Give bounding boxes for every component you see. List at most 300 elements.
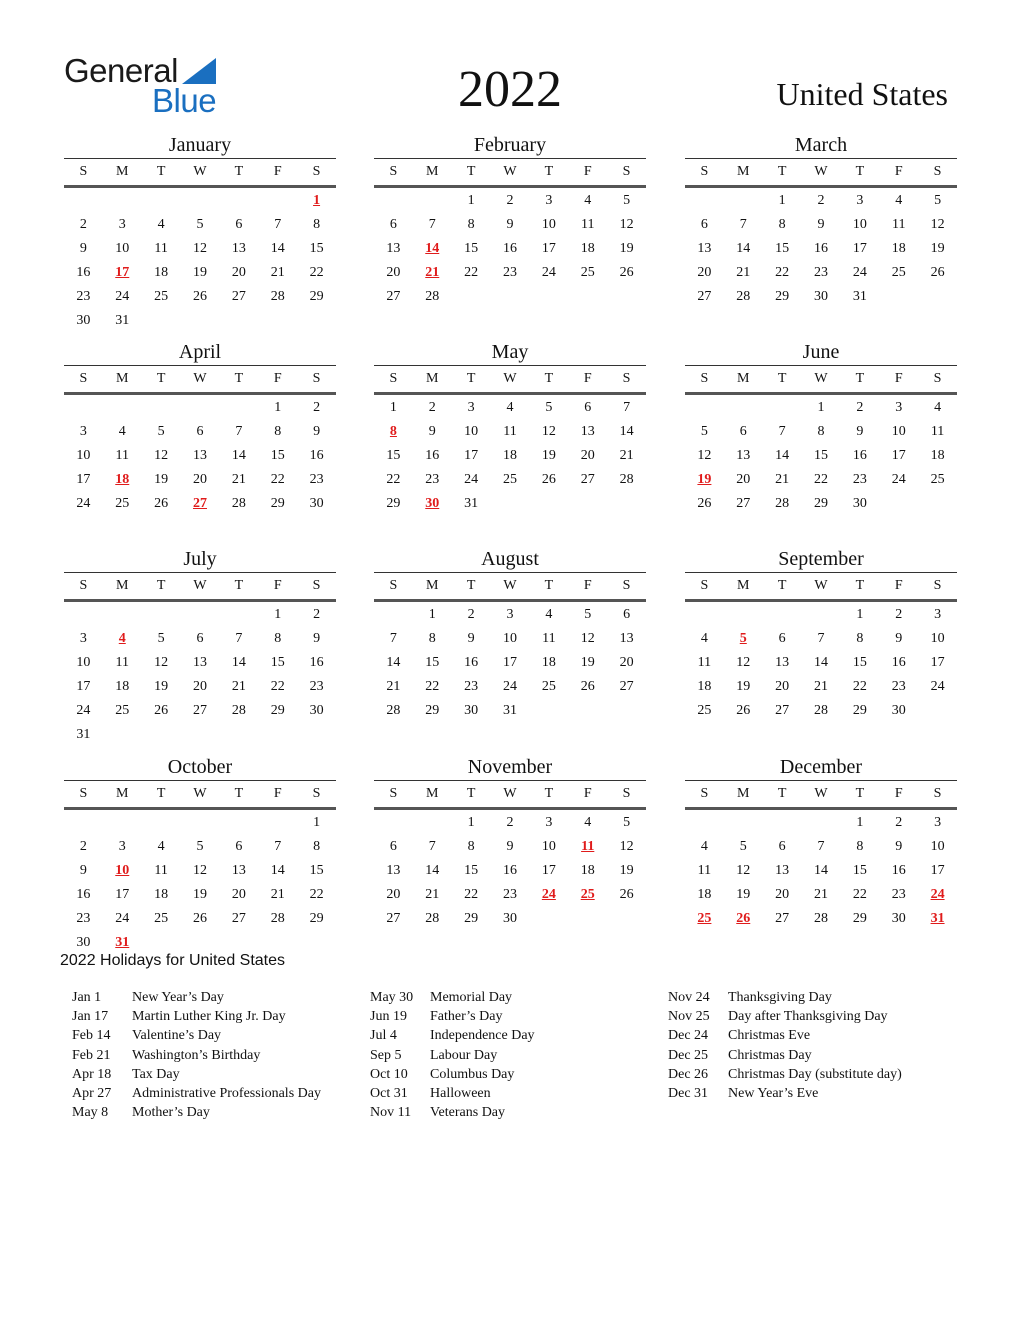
- day-cell: 2: [467, 607, 475, 622]
- weekday-label: T: [466, 578, 476, 593]
- day-cell: 23: [852, 472, 867, 487]
- day-cell: 16: [76, 887, 91, 902]
- day-cell: 18: [697, 679, 712, 694]
- month-november: [374, 754, 646, 931]
- day-cell: 8: [313, 839, 321, 854]
- day-cell: 16: [852, 448, 867, 463]
- holiday-column: [668, 988, 902, 1103]
- day-cell: 10: [891, 424, 906, 439]
- day-cell: 10: [76, 448, 91, 463]
- day-cell: 18: [697, 887, 712, 902]
- day-cell: 2: [506, 815, 514, 830]
- day-cell: 3: [545, 815, 553, 830]
- day-cell: 20: [386, 265, 401, 280]
- holiday-name: Christmas Day (substitute day): [728, 1066, 902, 1082]
- holiday-day-cell: 25: [697, 911, 712, 926]
- day-cell: 4: [584, 815, 592, 830]
- day-cell: 12: [154, 448, 169, 463]
- day-cell: 17: [76, 472, 91, 487]
- empty-cell: [181, 603, 220, 627]
- day-cell: 24: [76, 703, 91, 718]
- day-cell: 3: [545, 193, 553, 208]
- weekday-label: S: [389, 578, 398, 593]
- day-cell: 26: [580, 679, 595, 694]
- day-cell: 23: [76, 289, 91, 304]
- day-cell: 22: [464, 265, 479, 280]
- day-cell: 10: [541, 217, 556, 232]
- weekday-label: S: [933, 578, 942, 593]
- empty-cell: [142, 396, 181, 420]
- day-cell: 28: [736, 289, 751, 304]
- weekday-label: M: [426, 164, 439, 179]
- day-cell: 3: [79, 631, 87, 646]
- day-cell: 27: [386, 911, 401, 926]
- day-cell: 2: [313, 400, 321, 415]
- weekday-label: T: [466, 786, 476, 801]
- day-cell: 7: [817, 631, 825, 646]
- day-cell: 7: [389, 631, 397, 646]
- day-cell: 28: [270, 911, 285, 926]
- weekday-header: [64, 365, 336, 395]
- holiday-row: [72, 988, 321, 1007]
- day-cell: 25: [580, 265, 595, 280]
- holiday-row: [72, 1065, 321, 1084]
- day-cell: 5: [157, 424, 165, 439]
- day-cell: 13: [775, 655, 790, 670]
- day-cell: 18: [930, 448, 945, 463]
- day-cell: 4: [700, 631, 708, 646]
- day-cell: 22: [270, 679, 285, 694]
- day-cell: 6: [389, 839, 397, 854]
- empty-cell: [724, 603, 763, 627]
- generalblue-logo: [64, 52, 224, 122]
- day-cell: 13: [619, 631, 634, 646]
- empty-cell: [413, 811, 452, 835]
- holiday-row: [668, 1065, 902, 1084]
- day-cell: 4: [700, 839, 708, 854]
- day-cell: 9: [817, 217, 825, 232]
- weekday-label: W: [814, 371, 828, 386]
- day-cell: 26: [930, 265, 945, 280]
- day-cell: 8: [856, 631, 864, 646]
- day-cell: 20: [231, 887, 246, 902]
- weekday-label: F: [273, 371, 282, 386]
- holiday-day-cell: 26: [736, 911, 751, 926]
- day-cell: 1: [467, 193, 475, 208]
- day-cell: 28: [619, 472, 634, 487]
- day-cell: 29: [464, 911, 479, 926]
- day-cell: 27: [697, 289, 712, 304]
- weekday-label: M: [737, 164, 750, 179]
- day-cell: 17: [891, 448, 906, 463]
- holiday-name: New Year’s Eve: [728, 1085, 819, 1101]
- day-cell: 28: [425, 289, 440, 304]
- day-cell: 20: [231, 265, 246, 280]
- day-cell: 13: [386, 863, 401, 878]
- month-february: [374, 132, 646, 309]
- holiday-day-cell: 31: [115, 935, 130, 950]
- empty-cell: [219, 396, 258, 420]
- month-june: [685, 339, 957, 516]
- day-cell: 28: [813, 911, 828, 926]
- day-cell: 8: [313, 217, 321, 232]
- weekday-label: W: [503, 786, 517, 801]
- day-cell: 6: [389, 217, 397, 232]
- day-cell: 1: [817, 400, 825, 415]
- weekday-label: S: [700, 164, 709, 179]
- day-cell: 28: [425, 911, 440, 926]
- empty-cell: [802, 603, 841, 627]
- holiday-date: Nov 11: [370, 1105, 412, 1121]
- weekday-header: [374, 158, 646, 188]
- day-cell: 10: [852, 217, 867, 232]
- holiday-date: Oct 31: [370, 1085, 408, 1101]
- day-cell: 26: [154, 703, 169, 718]
- month-january: [64, 132, 336, 333]
- day-cell: 24: [502, 679, 517, 694]
- month-september: [685, 546, 957, 723]
- day-cell: 19: [192, 265, 207, 280]
- day-cell: 25: [697, 703, 712, 718]
- weekday-label: S: [933, 371, 942, 386]
- day-cell: 16: [76, 265, 91, 280]
- day-cell: 26: [736, 703, 751, 718]
- day-cell: 21: [270, 887, 285, 902]
- holidays-title: 2022 Holidays for United States: [60, 952, 286, 969]
- day-cell: 23: [309, 472, 324, 487]
- day-cell: 1: [389, 400, 397, 415]
- month-name: October: [167, 756, 233, 778]
- weekday-label: T: [234, 371, 244, 386]
- day-cell: 2: [79, 839, 87, 854]
- day-cell: 30: [309, 496, 324, 511]
- day-cell: 15: [309, 241, 324, 256]
- weekday-label: T: [777, 164, 787, 179]
- holiday-row: [72, 1046, 321, 1065]
- day-cell: 16: [891, 655, 906, 670]
- holiday-day-cell: 11: [581, 839, 595, 854]
- day-cell: 29: [425, 703, 440, 718]
- day-cell: 4: [934, 400, 942, 415]
- holiday-day-cell: 19: [697, 472, 712, 487]
- weekday-header: [685, 780, 957, 810]
- day-cell: 5: [545, 400, 553, 415]
- day-cell: 24: [115, 911, 130, 926]
- day-cell: 17: [502, 655, 517, 670]
- day-cell: 2: [313, 607, 321, 622]
- empty-cell: [685, 811, 724, 835]
- day-cell: 17: [76, 679, 91, 694]
- holiday-row: [668, 988, 902, 1007]
- weekday-label: F: [273, 786, 282, 801]
- holiday-name: Christmas Eve: [728, 1028, 811, 1044]
- weekday-label: F: [273, 578, 282, 593]
- weekday-header: [64, 572, 336, 602]
- weekday-label: S: [312, 164, 321, 179]
- day-cell: 23: [813, 265, 828, 280]
- day-grid: [64, 189, 336, 333]
- day-cell: 15: [775, 241, 790, 256]
- holiday-row: [370, 1103, 535, 1122]
- empty-cell: [763, 396, 802, 420]
- day-cell: 12: [930, 217, 945, 232]
- day-grid: [374, 396, 646, 516]
- day-cell: 3: [118, 217, 126, 232]
- day-cell: 19: [619, 241, 634, 256]
- day-cell: 24: [541, 265, 556, 280]
- holiday-date: Jun 19: [370, 1009, 407, 1025]
- holiday-day-cell: 1: [313, 193, 321, 208]
- day-cell: 12: [697, 448, 712, 463]
- day-cell: 14: [813, 655, 828, 670]
- weekday-label: T: [234, 786, 244, 801]
- weekday-label: F: [273, 164, 282, 179]
- holiday-date: Jan 1: [72, 990, 102, 1005]
- day-cell: 9: [313, 631, 321, 646]
- holiday-date: Oct 10: [370, 1066, 408, 1082]
- day-cell: 17: [930, 655, 945, 670]
- day-cell: 8: [778, 217, 786, 232]
- day-cell: 22: [425, 679, 440, 694]
- holiday-name: Mother’s Day: [132, 1105, 210, 1121]
- day-cell: 26: [697, 496, 712, 511]
- day-cell: 18: [541, 655, 556, 670]
- day-cell: 12: [541, 424, 556, 439]
- weekday-label: W: [503, 164, 517, 179]
- holiday-row: [370, 988, 535, 1007]
- day-cell: 21: [386, 679, 401, 694]
- day-cell: 14: [231, 448, 246, 463]
- day-cell: 15: [464, 241, 479, 256]
- holiday-row: [668, 1084, 902, 1103]
- day-cell: 3: [79, 424, 87, 439]
- day-cell: 26: [154, 496, 169, 511]
- day-cell: 11: [697, 655, 712, 670]
- weekday-label: M: [426, 578, 439, 593]
- day-cell: 13: [775, 863, 790, 878]
- day-cell: 17: [930, 863, 945, 878]
- day-cell: 29: [852, 703, 867, 718]
- day-cell: 24: [930, 679, 945, 694]
- empty-cell: [181, 396, 220, 420]
- day-cell: 22: [464, 887, 479, 902]
- day-cell: 4: [118, 424, 126, 439]
- day-cell: 5: [157, 631, 165, 646]
- day-cell: 6: [623, 607, 631, 622]
- weekday-label: S: [312, 371, 321, 386]
- day-cell: 30: [891, 703, 906, 718]
- weekday-header: [685, 572, 957, 602]
- day-cell: 26: [192, 289, 207, 304]
- weekday-label: W: [193, 578, 207, 593]
- day-cell: 21: [425, 887, 440, 902]
- weekday-label: M: [116, 164, 129, 179]
- empty-cell: [103, 189, 142, 213]
- day-cell: 30: [76, 313, 91, 328]
- holiday-day-cell: 14: [425, 241, 440, 256]
- holiday-day-cell: 8: [389, 424, 397, 439]
- day-cell: 30: [891, 911, 906, 926]
- day-cell: 3: [934, 815, 942, 830]
- page-title-year: 2022: [458, 61, 562, 118]
- logo-general-text: General: [64, 52, 178, 89]
- day-cell: 19: [541, 448, 556, 463]
- holiday-day-cell: 30: [425, 496, 440, 511]
- day-cell: 1: [778, 193, 786, 208]
- weekday-header: [685, 158, 957, 188]
- empty-cell: [64, 811, 103, 835]
- day-cell: 13: [192, 448, 207, 463]
- country-label: United States: [776, 76, 948, 112]
- day-cell: 2: [506, 193, 514, 208]
- weekday-label: W: [503, 578, 517, 593]
- day-cell: 1: [467, 815, 475, 830]
- weekday-label: S: [79, 164, 88, 179]
- day-cell: 13: [386, 241, 401, 256]
- weekday-label: T: [156, 164, 166, 179]
- weekday-label: S: [700, 786, 709, 801]
- day-cell: 15: [852, 655, 867, 670]
- weekday-label: S: [389, 786, 398, 801]
- day-cell: 7: [235, 631, 243, 646]
- weekday-label: T: [544, 578, 554, 593]
- weekday-label: S: [389, 371, 398, 386]
- day-cell: 24: [464, 472, 479, 487]
- day-cell: 18: [115, 679, 130, 694]
- holiday-name: Day after Thanksgiving Day: [728, 1009, 888, 1025]
- holiday-date: May 30: [370, 990, 414, 1005]
- day-cell: 17: [541, 863, 556, 878]
- day-cell: 20: [775, 679, 790, 694]
- weekday-label: S: [700, 371, 709, 386]
- day-cell: 23: [891, 887, 906, 902]
- day-cell: 7: [235, 424, 243, 439]
- day-cell: 16: [309, 655, 324, 670]
- empty-cell: [374, 811, 413, 835]
- day-cell: 2: [428, 400, 436, 415]
- day-cell: 19: [736, 679, 751, 694]
- weekday-label: T: [466, 371, 476, 386]
- weekday-header: [374, 365, 646, 395]
- day-cell: 20: [386, 887, 401, 902]
- day-cell: 8: [467, 217, 475, 232]
- day-cell: 3: [895, 400, 903, 415]
- day-cell: 13: [231, 863, 246, 878]
- day-cell: 5: [584, 607, 592, 622]
- holiday-row: [370, 1065, 535, 1084]
- day-cell: 2: [895, 607, 903, 622]
- weekday-label: S: [79, 578, 88, 593]
- day-cell: 11: [697, 863, 712, 878]
- weekday-label: M: [116, 578, 129, 593]
- day-grid: [64, 396, 336, 516]
- month-july: [64, 546, 336, 747]
- day-cell: 31: [115, 313, 130, 328]
- month-name: November: [467, 756, 553, 778]
- day-cell: 31: [76, 727, 91, 742]
- weekday-label: M: [737, 578, 750, 593]
- day-cell: 29: [386, 496, 401, 511]
- holiday-row: [668, 1026, 902, 1045]
- day-cell: 12: [192, 863, 207, 878]
- day-grid: [685, 603, 957, 723]
- day-cell: 21: [231, 679, 246, 694]
- day-cell: 29: [775, 289, 790, 304]
- weekday-label: W: [814, 164, 828, 179]
- day-cell: 12: [154, 655, 169, 670]
- day-cell: 10: [930, 631, 945, 646]
- weekday-label: S: [700, 578, 709, 593]
- day-cell: 15: [852, 863, 867, 878]
- empty-cell: [219, 811, 258, 835]
- day-cell: 24: [76, 496, 91, 511]
- day-cell: 14: [619, 424, 634, 439]
- day-cell: 11: [115, 448, 130, 463]
- day-cell: 7: [623, 400, 631, 415]
- holiday-day-cell: 31: [930, 911, 945, 926]
- day-cell: 9: [313, 424, 321, 439]
- day-cell: 13: [736, 448, 751, 463]
- month-august: [374, 546, 646, 723]
- month-december: [685, 754, 957, 931]
- day-cell: 7: [778, 424, 786, 439]
- day-cell: 22: [775, 265, 790, 280]
- holiday-name: Christmas Day: [728, 1047, 812, 1063]
- day-cell: 21: [775, 472, 790, 487]
- empty-cell: [763, 811, 802, 835]
- weekday-label: T: [234, 578, 244, 593]
- day-cell: 8: [428, 631, 436, 646]
- weekday-label: T: [777, 578, 787, 593]
- day-cell: 27: [231, 911, 246, 926]
- holiday-name: Valentine’s Day: [132, 1028, 222, 1044]
- holiday-date: Dec 24: [668, 1028, 709, 1044]
- day-cell: 14: [386, 655, 401, 670]
- day-cell: 25: [115, 703, 130, 718]
- day-cell: 19: [192, 887, 207, 902]
- day-cell: 28: [386, 703, 401, 718]
- day-cell: 17: [115, 887, 130, 902]
- day-cell: 5: [623, 193, 631, 208]
- day-cell: 6: [196, 631, 204, 646]
- day-cell: 28: [775, 496, 790, 511]
- day-cell: 15: [386, 448, 401, 463]
- day-cell: 27: [619, 679, 634, 694]
- weekday-label: M: [737, 786, 750, 801]
- day-cell: 23: [502, 887, 517, 902]
- day-cell: 16: [813, 241, 828, 256]
- weekday-label: F: [583, 164, 592, 179]
- day-cell: 9: [856, 424, 864, 439]
- day-cell: 18: [891, 241, 906, 256]
- day-cell: 23: [464, 679, 479, 694]
- day-cell: 10: [502, 631, 517, 646]
- empty-cell: [724, 189, 763, 213]
- day-cell: 5: [700, 424, 708, 439]
- day-cell: 11: [542, 631, 556, 646]
- day-cell: 5: [196, 217, 204, 232]
- holiday-date: May 8: [72, 1105, 109, 1121]
- day-cell: 28: [813, 703, 828, 718]
- empty-cell: [374, 603, 413, 627]
- day-cell: 18: [154, 887, 169, 902]
- day-cell: 6: [584, 400, 592, 415]
- holiday-date: Apr 27: [72, 1085, 112, 1101]
- day-cell: 11: [503, 424, 517, 439]
- weekday-label: T: [777, 786, 787, 801]
- holiday-row: [72, 1103, 321, 1122]
- day-cell: 22: [813, 472, 828, 487]
